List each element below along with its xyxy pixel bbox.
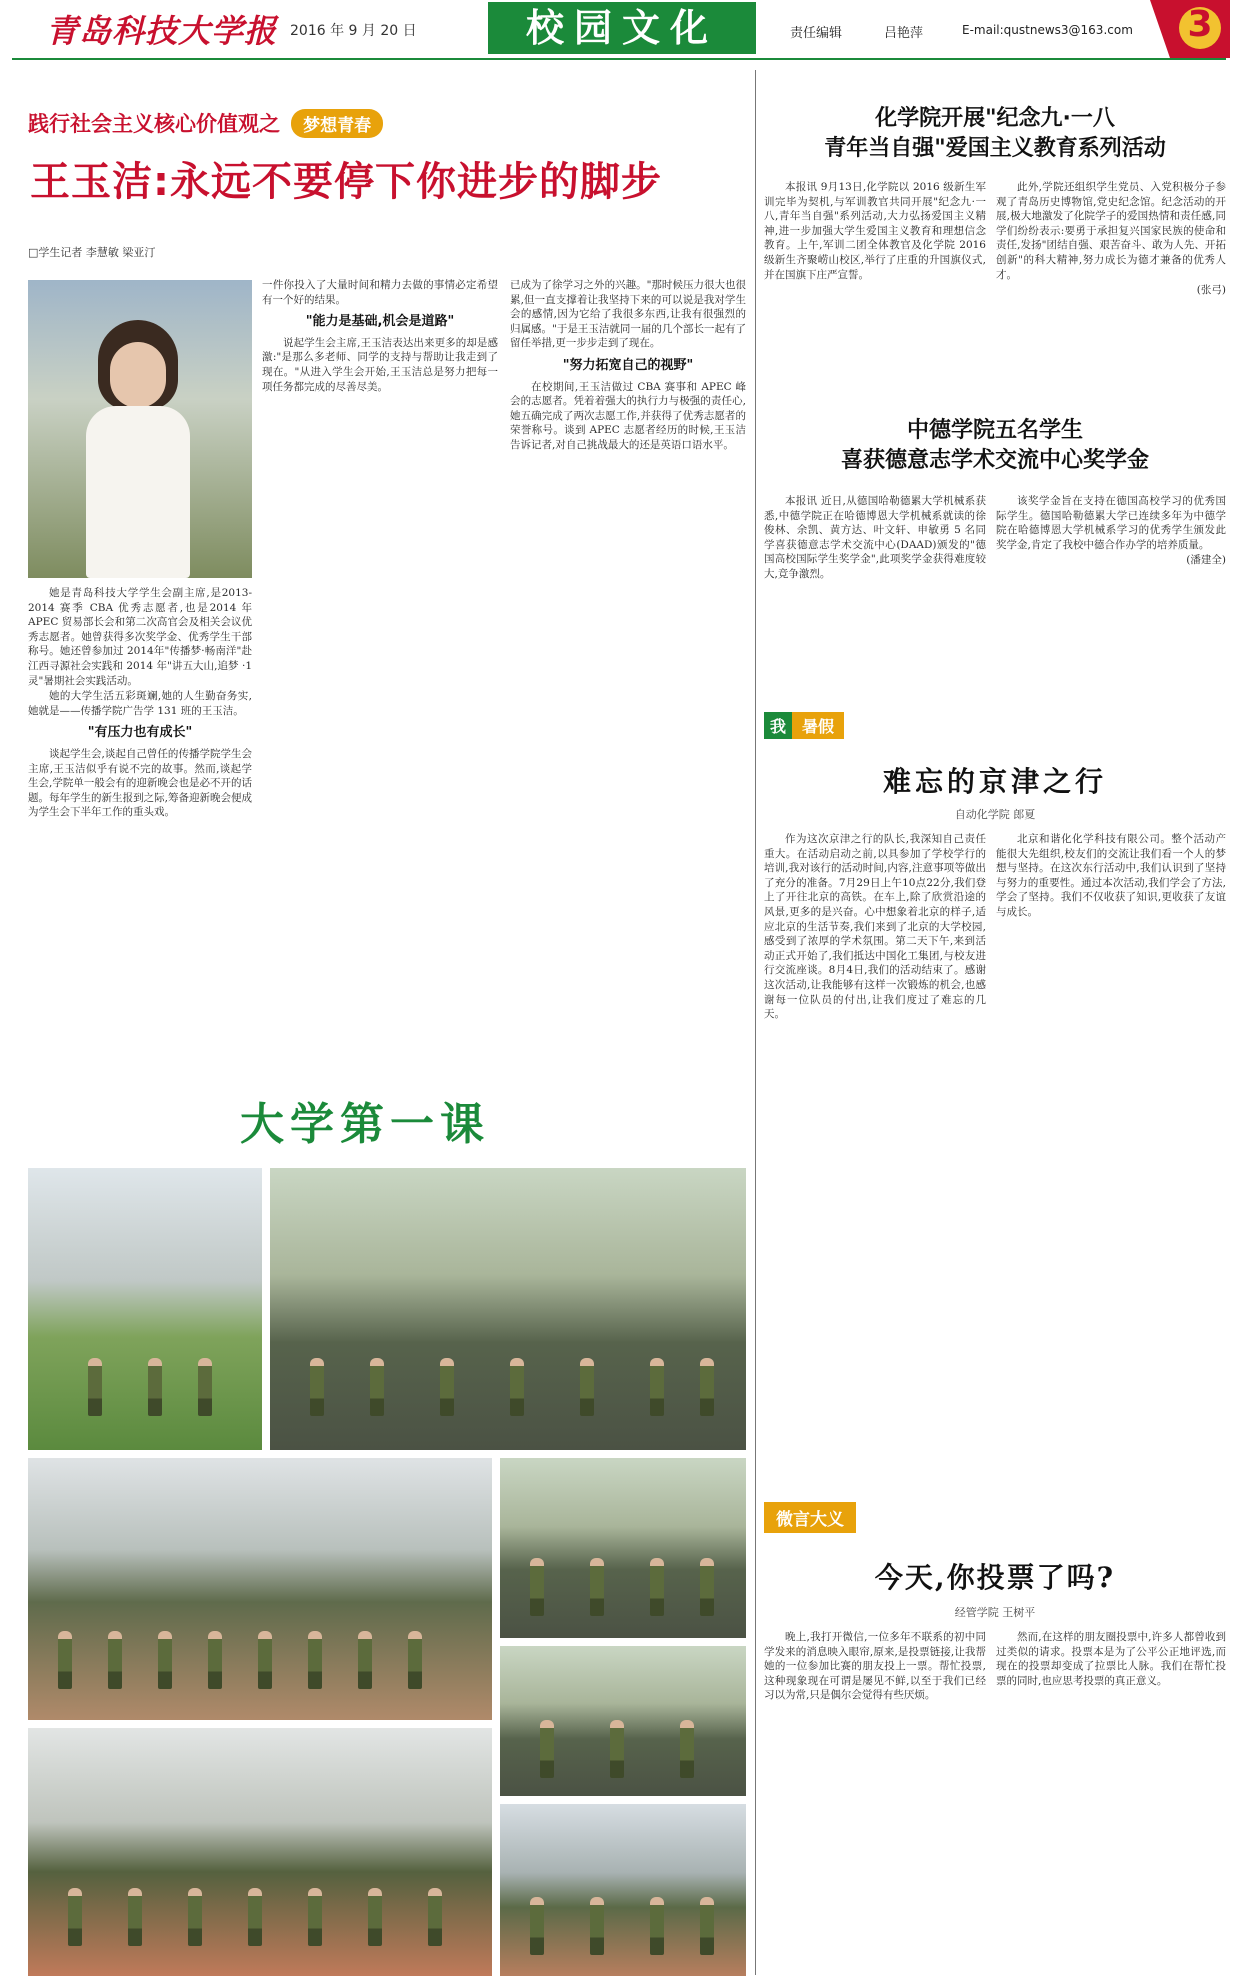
german-headline	[764, 416, 1226, 476]
feature-byline: □学生记者 李慧敏 梁亚汀	[28, 246, 156, 259]
photo-military-3	[28, 1458, 492, 1720]
chem-headline-line2: 青年当自强"爱国主义教育系列活动	[824, 136, 1166, 161]
issue-date: 2016 年 9 月 20 日	[290, 23, 417, 39]
section-title: 校园文化	[488, 2, 756, 54]
chem-text-1: 本报讯 9月13日,化学院以 2016 级新生军训完毕为契机,与军训教官共同开展"纪念九·一八,青年当自强"系列活动,大力弘扬爱国主义精神,进一步加强大学生爱国主义教育和理想信念教育。上午,军训二团全体教官及化学院 2016 级新生齐聚崂山校区,举行了庄重的升国旗仪式,并在国旗下庄严宣誓。	[764, 181, 986, 281]
german-text-2: 该奖学金旨在支持在德国高校学习的优秀国际学生。德国哈勒德累大学已连续多年为中德学院在哈德博恩大学机械系学习的优秀学生颁发此奖学金,肯定了我校中德合作办学的培养质量。	[996, 495, 1226, 551]
military-title: 大学第一课	[240, 1099, 490, 1150]
col3-top: 已成为了徐学习之外的兴趣。"那时候压力很大也很累,但一直支撑着让我坚持下来的可以说是我对学生会的感情,因为它给了我很多东西,让我有很强烈的归属感。"于是王玉洁就同一届的几个部长一起有了留任举措,更一步步走到了现在。	[510, 279, 746, 350]
german-col2	[996, 494, 1226, 690]
german-col1	[764, 494, 986, 690]
chem-author: (张弓)	[1196, 284, 1226, 297]
photo-military-1	[28, 1168, 262, 1450]
kicker-text: 践行社会主义核心价值观之	[28, 112, 280, 136]
editor-label: 责任编辑	[790, 26, 843, 41]
micro-title: 今天,你投票了吗?	[874, 1561, 1116, 1594]
lead-paragraph-2: 她的大学生活五彩斑斓,她的人生勤奋务实,她就是——传播学院广告学 131 班的王玉洁。	[28, 690, 252, 717]
photo-military-6	[28, 1728, 492, 1976]
section-text-2: 说起学生会主席,王玉洁表达出来更多的却是感激:"是那么多老师、同学的支持与帮助让我走到了现在。"从进入学生会开始,王玉洁总是努力把每一项任务都完成的尽善尽美。	[262, 336, 498, 393]
summer-tag-prefix: 我	[764, 712, 792, 739]
section-text-3: 在校期间,王玉洁做过 CBA 赛事和 APEC 峰会的志愿者。凭着着强大的执行力与极强的责任心,她五确完成了两次志愿工作,并获得了优秀志愿者的荣誉称号。谈到 APEC 志愿者经历的时候,王玉洁告诉记者,对自己挑战最大的还是英语口语水平。	[510, 380, 746, 451]
summer-tag	[764, 712, 1226, 740]
micro-text: 晚上,我打开微信,一位多年不联系的初中同学发来的消息映入眼帘,原来,是投票链接,让我帮她的一位参加比赛的朋友投上一票。帮忙投票,这种现象现在可谓是屡见不鲜,以至于我们已经习以为常,只是偶尔会觉得有些厌烦。	[764, 1631, 986, 1702]
email: E-mail:qustnews3@163.com	[962, 23, 1133, 37]
editor-name: 吕艳萍	[884, 26, 924, 41]
column-divider	[755, 70, 756, 1975]
summer-col1	[764, 832, 986, 1482]
feature-headline: 王玉洁:永远不要停下你进步的脚步	[30, 159, 662, 205]
summer-byline: 自动化学院 郎夏	[954, 808, 1036, 821]
micro-text-2: 然而,在这样的朋友圈投票中,许多人都曾收到过类似的请求。投票本是为了公平公正地评选,而现在的投票却变成了拉票比人脉。我们在帮忙投票的同时,也应思考投票的真正意义。	[996, 1631, 1226, 1687]
feature-col1	[28, 586, 252, 1096]
section-heading-1: "有压力也有成长"	[87, 725, 193, 741]
micro-tag: 微言大义	[764, 1502, 856, 1533]
chem-col2	[996, 180, 1226, 390]
section-heading-3: "努力拓宽自己的视野"	[562, 357, 694, 373]
german-headline-line1: 中德学院五名学生	[906, 418, 1083, 443]
photo-military-2	[270, 1168, 746, 1450]
chem-col1	[764, 180, 986, 390]
german-text-1: 本报讯 近日,从德国哈勒德累大学机械系获悉,中德学院正在哈德博恩大学机械系就读的徐俊林、余凯、黄方达、叶文轩、申敏勇 5 名同学喜获德意志学术交流中心(DAAD)颁发的"德国高校国际学生奖学金",此项奖学金获得难度较大,竞争激烈。	[764, 495, 986, 580]
chem-headline	[764, 104, 1226, 164]
summer-tag-label: 暑假	[792, 712, 844, 739]
masthead	[0, 0, 1236, 60]
paper-name: 青岛科技大学报	[46, 12, 278, 50]
photo-military-4	[500, 1458, 746, 1638]
micro-byline: 经管学院 王树平	[954, 1606, 1036, 1619]
micro-col1	[764, 1630, 986, 1975]
section-text-1: 谈起学生会,谈起自己曾任的传播学院学生会主席,王玉洁似乎有说不完的故事。然而,谈起学生会,学院单一般会有的迎新晚会也是必不开的话题。每年学生的新生报到之际,筹备迎新晚会便成为学生会下半年工作的重头戏。	[28, 747, 252, 819]
summer-text: 作为这次京津之行的队长,我深知自己责任重大。在活动启动之前,以具参加了学校学行的培训,我对该行的活动时间,内容,注意事项等做出了充分的准备。7月29日上午10点22分,我们登上了开往北京的高铁。在车上,除了欣赏沿途的风景,更多的是兴奋。心中想象着北京的样子,适应北京的生活节奏,我们来到了北京的大学校园,感受到了浓厚的学术氛围。第二天下午,来到活动正式开始了,我们抵达中国化工集团,与校友进行交流座谈。8月4日,我们的活动结束了。感谢这次活动,让我能够有这样一次锻炼的机会,也感谢每一位队员的付出,让我们度过了难忘的几天。	[764, 833, 986, 1021]
micro-col2	[996, 1630, 1226, 1975]
summer-col2	[996, 832, 1226, 1482]
feature-col2	[262, 278, 498, 1096]
page-number: 3	[1187, 4, 1213, 45]
chem-headline-line1: 化学院开展"纪念九·一八	[875, 106, 1115, 131]
kicker-tag: 梦想青春	[291, 109, 383, 138]
summer-text-2: 北京和谐化化学科技有限公司。整个活动产能很大先组织,校友们的交流让我们看一个人的梦想与坚持。在这次东行活动中,我们认识到了坚持与努力的重要性。通过本次活动,我们学会了方法,学会了坚持。我们不仅收获了知识,更收获了友谊与成长。	[996, 833, 1226, 918]
photo-military-7	[500, 1804, 746, 1976]
chem-text-2: 此外,学院还组织学生党员、入党积极分子参观了青岛历史博物馆,党史纪念馆。纪念活动的开展,极大地激发了化院学子的爱国热情和责任感,同学们纷纷表示:要勇于承担复兴国家民族的使命和责任,发扬"团结自强、艰苦奋斗、敢为人先、开拓创新"的科大精神,努力成长为德才兼备的优秀人才。	[996, 181, 1226, 281]
feature-col3	[510, 278, 746, 1096]
masthead-rule	[12, 58, 1226, 60]
feature-kicker	[28, 108, 383, 138]
german-author: (潘建全)	[1186, 554, 1226, 567]
portrait-photo	[28, 280, 252, 578]
col2-top: 一件你投入了大量时间和精力去做的事情必定希望有一个好的结果。	[262, 279, 498, 306]
summer-title: 难忘的京津之行	[882, 765, 1107, 798]
german-headline-line2: 喜获德意志学术交流中心奖学金	[840, 448, 1149, 473]
lead-paragraph: 她是青岛科技大学学生会副主席,是2013-2014 赛季 CBA 优秀志愿者,也是2014 年 APEC 贸易部长会和第二次高官会及相关会议优秀志愿者。她曾获得多次奖学金、优秀学生干部称号。她还曾参加过 2014年"传播梦·畅南洋"赴江西寻源社会实践和 2014 年"讲五大山,追梦 ·1 灵"暑期社会实践活动。	[28, 587, 252, 687]
section-heading-2: "能力是基础,机会是道路"	[305, 314, 455, 330]
photo-military-5	[500, 1646, 746, 1796]
